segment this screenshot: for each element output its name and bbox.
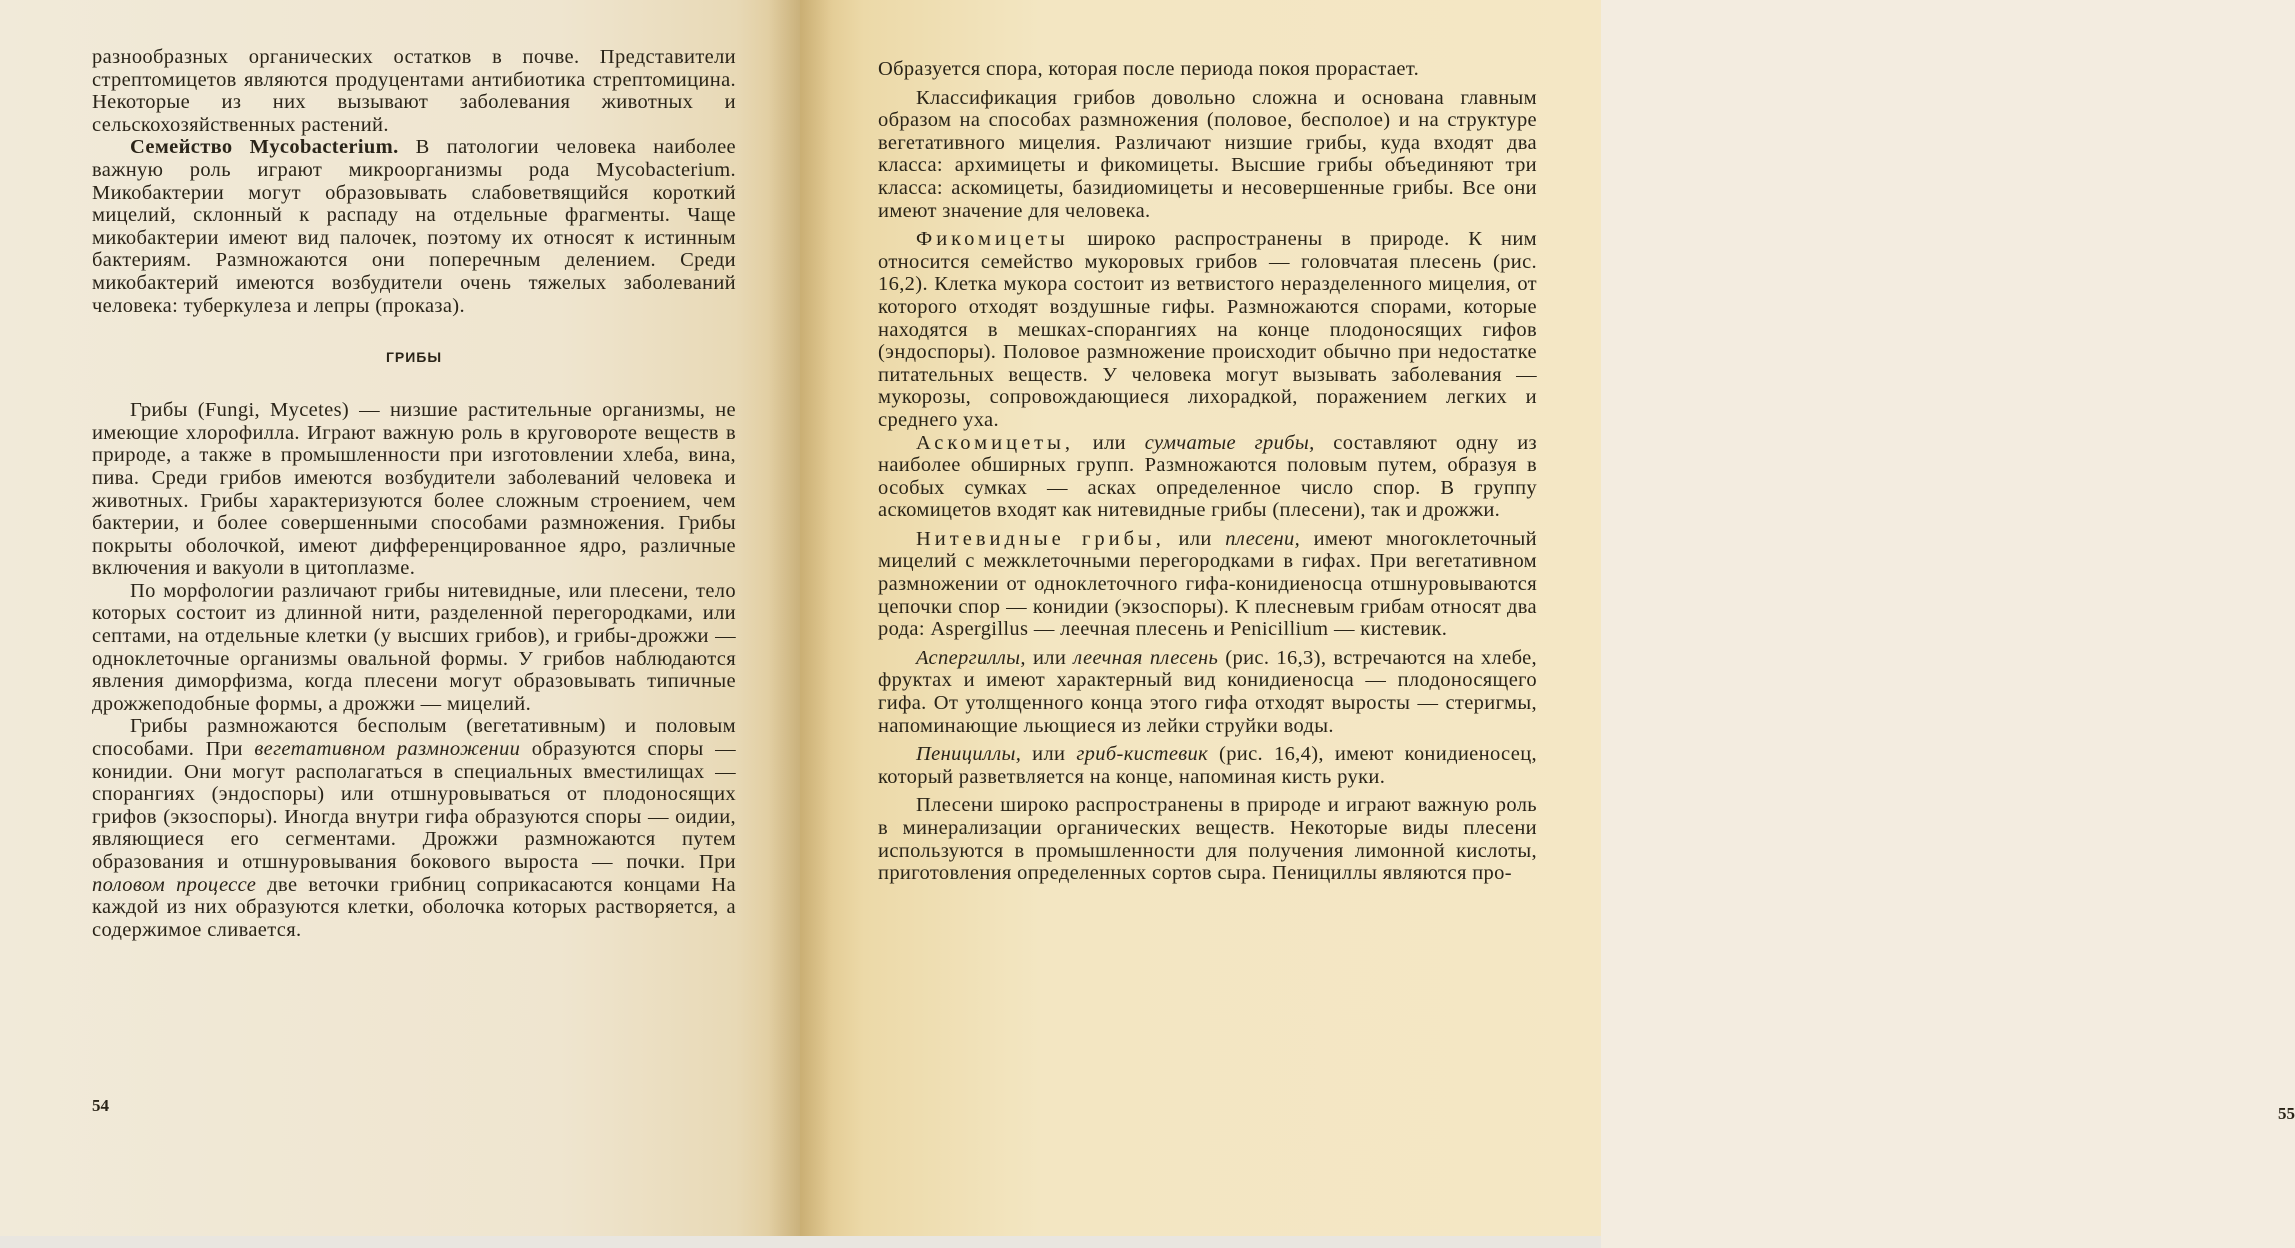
paragraph [878, 743, 1537, 788]
italic-term: Аспергиллы, [916, 646, 1026, 669]
paragraph-text: образуются споры — конидии. Они могут располагаться в специальных вместилищах — спорангиях (эндоспоры) или отшнуровываться от плодоносящих грифов (экзоспоры). Иногда внутри гифа образуются споры — оидии, являющиеся его сегментами. Дрожжи размножаются путем образования и отшнуровывания бокового выроста — почки. При [92, 738, 736, 873]
section-heading: ГРИБЫ [385, 349, 443, 366]
paragraph-text: (рис. 16,3), встречаются на хлебе, фруктах и имеют характерный вид конидиеносца — плодоносящего гифа. От утолщенного конца этого гифа отходят выросты — стеригмы, напоминающие льющиеся из лейки струйки воды. [878, 646, 1538, 737]
left-page [0, 0, 800, 1236]
italic-term: сумчатые грибы, [1144, 431, 1315, 454]
italic-term: вегетативном размножении [254, 738, 521, 761]
paragraph-text: или [1074, 431, 1145, 454]
paragraph: разнообразных органических остатков в почве. Представители стрептомицетов являются продуцентами антибиотика стрептомицина. Некоторые из них вызывают заболевания животных и сельскохозяйственных растений. [92, 46, 736, 136]
paragraph-text: В патологии человека наиболее важную роль играют микроорганизмы рода Mycobacterium. Микобактерии могут образовывать слабоветвящийся короткий мицелий, склонный к распаду на отдельные фрагменты. Чаще микобактерии имеют вид палочек, поэтому их относят к истинным бактериям. Размножаются они поперечным делением. Среди микобактерий имеются возбудители очень тяжелых заболеваний человека: туберкулеза и лепры (проказа). [92, 136, 736, 317]
paragraph-text: (рис. 16,4), имеют конидиеносец, который разветвляется на конце, напоминая кисть руки. [878, 743, 1537, 788]
italic-term: леечная плесень [1073, 646, 1219, 669]
italic-term: Пенициллы, [916, 743, 1022, 766]
section-lead: Семейство Mycobacterium. [130, 136, 399, 159]
paragraph-text: или [1025, 646, 1074, 669]
italic-term: половом процессе [92, 873, 257, 896]
paragraph-text: или [1164, 527, 1226, 550]
page-number: 54 [92, 1096, 109, 1115]
paragraph: По морфологии различают грибы нитевидные, или плесени, тело которых состоит из длинной нити, разделенной перегородками, или септами, на отдельные клетки (у высших грибов), и грибы-дрожжи — одноклеточные организмы овальной формы. У грибов наблюдаются явления диморфизма, когда плесени могут образовывать типичные дрожжеподобные формы, а дрожжи — мицелий. [92, 579, 736, 715]
paragraph: Классификация грибов довольно сложна и основана главным образом на способах размножения (половое, бесполое) и на структуре вегетативного мицелия. Различают низшие грибы, куда входят два класса: архимицеты и фикомицеты. Высшие грибы объединяют три класса: аскомицеты, базидиомицеты и несовершенные грибы. Все они имеют значение для человека. [878, 86, 1537, 222]
paragraph-text: составляют одну из наиболее обширных групп. Размножаются половым путем, образуя в особых сумках — асках определенное число спор. В группу аскомицетов входят как нитевидные грибы (плесени), так и дрожжи. [878, 431, 1537, 522]
paragraph: Грибы (Fungi, Mycetes) — низшие растительные организмы, не имеющие хлорофилла. Играют важную роль в круговороте веществ в природе, а также в промышленности при изготовлении хлеба, вина, пива. Среди грибов имеются возбудители заболеваний человека и животных. Грибы характеризуются более сложным строением, чем бактерии, и более совершенными способами размножения. Грибы покрыты оболочкой, имеют дифференцированное ядро, различные включения и вакуоли в цитоплазме. [92, 399, 736, 580]
paragraph [878, 528, 1537, 641]
paragraph: Образуется спора, которая после периода покоя прорастает. [878, 58, 1420, 80]
spaced-term: Нитевидные грибы, [916, 527, 1165, 550]
paragraph [878, 228, 1537, 431]
spaced-term: Фикомицеты [916, 228, 1069, 251]
paragraph-text: или [1021, 743, 1077, 766]
spaced-term: Аскомицеты, [916, 431, 1075, 454]
paragraph-text: широко распространены в природе. К ним относится семейство мукоровых грибов — головчатая плесень (рис. 16,2). Клетка мукора состоит из ветвистого неразделенного мицелия, от которого отходят воздушные гифы. Размножаются спорами, которые находятся в мешках-спорангиях на конце плодоносящих гифов (эндоспоры). Половое размножение происходит обычно при недостатке питательных веществ. У человека могут вызывать заболевания — мукорозы, сопровождающиеся лихорадкой, поражением легких и среднего уха. [878, 228, 1537, 431]
paragraph-text: имеют многоклеточный мицелий с межклеточными перегородками в гифах. При вегетативном размножении от одноклеточного гифа-конидиеносца отшнуровываются цепочки спор — конидии (экзоспоры). К плесневым грибам относят два рода: Aspergillus — леечная плесень и Penicillium — кистевик. [878, 527, 1537, 641]
italic-term: плесени, [1225, 527, 1301, 550]
paragraph [878, 432, 1537, 522]
scan-bottom-edge [0, 1236, 1601, 1248]
italic-term: гриб-кистевик [1076, 743, 1209, 766]
page-number: 55 [2278, 1104, 2295, 1123]
right-page [800, 0, 2295, 1236]
paragraph [92, 136, 736, 317]
paragraph: Плесени широко распространены в природе и играют важную роль в минерализации органических веществ. Некоторые виды плесени используются в промышленности для получения лимонной кислоты, приготовления определенных сортов сыра. Пенициллы являются про- [878, 794, 1537, 885]
paragraph [878, 647, 1537, 737]
paragraph-text: две веточки грибниц соприкасаются концами На каждой из них образуются клетки, оболочка которых растворяется, а содержимое сливается. [92, 873, 736, 941]
paragraph-text: Грибы размножаются бесполым (вегетативным) и половым способами. При [92, 715, 736, 761]
paragraph [92, 715, 736, 941]
